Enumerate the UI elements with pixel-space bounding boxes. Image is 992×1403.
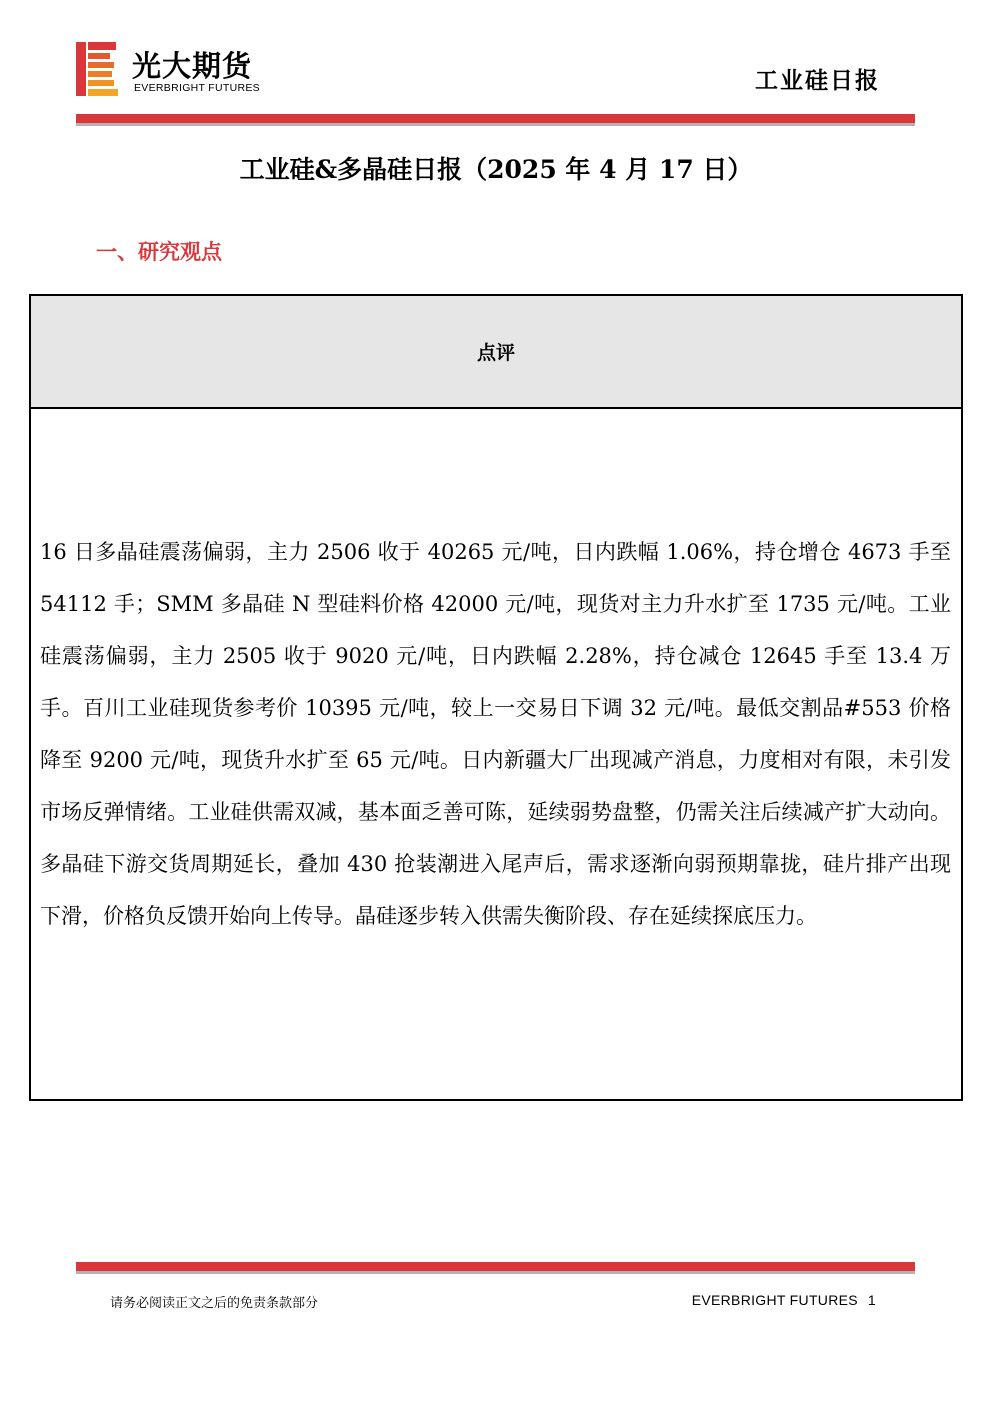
commentary-table-header xyxy=(31,296,961,409)
footer-brand: EVERBRIGHT FUTURES xyxy=(691,1292,858,1308)
footer-disclaimer: 请务必阅读正文之后的免责条款部分 xyxy=(110,1296,319,1311)
header-divider xyxy=(76,114,915,126)
everbright-logo-icon xyxy=(76,42,118,96)
section-heading: 一、研究观点 xyxy=(96,239,222,264)
document-title: 工业硅&多晶硅日报（2025 年 4 月 17 日） xyxy=(239,155,753,184)
commentary-body: 16 日多晶硅震荡偏弱，主力 2506 收于 40265 元/吨，日内跌幅 1.06%，持仓增仓 4673 手至 54112 手；SMM 多晶硅 N 型硅料价格 42000 元/吨，现货对主力升水扩至 1735 元/吨。工业硅震荡偏弱，主力 2505 收于 9020 元/吨，日内跌幅 2.28%，持仓减仓 12645 手至 13.4 万手。百川工业硅现货参考价 10395 元/吨，较上一交易日下调 32 元/吨。最低交割品#553 价格降至 9200 元/吨，现货升水扩至 65 元/吨。日内新疆大厂出现减产消息，力度相对有限，未引发市场反弹情绪。工业硅供需双减，基本面乏善可陈，延续弱势盘整，仍需关注后续减产扩大动向。多晶硅下游交货周期延长，叠加 430 抢装潮进入尾声后，需求逐渐向弱预期靠拢，硅片排产出现下滑，价格负反馈开始向上传导。晶硅逐步转入供需失衡阶段、存在延续探底压力。 xyxy=(40,540,951,928)
commentary-table xyxy=(29,294,963,1101)
footer-divider xyxy=(76,1262,915,1274)
logo-chinese-name: 光大期货 xyxy=(132,49,253,83)
footer-brand-page xyxy=(692,1292,876,1308)
page-number: 1 xyxy=(867,1292,876,1308)
logo-english-name: EVERBRIGHT FUTURES xyxy=(134,82,260,94)
commentary-header-label: 点评 xyxy=(476,342,515,364)
company-logo xyxy=(76,42,306,98)
report-type-label: 工业硅日报 xyxy=(755,67,880,94)
